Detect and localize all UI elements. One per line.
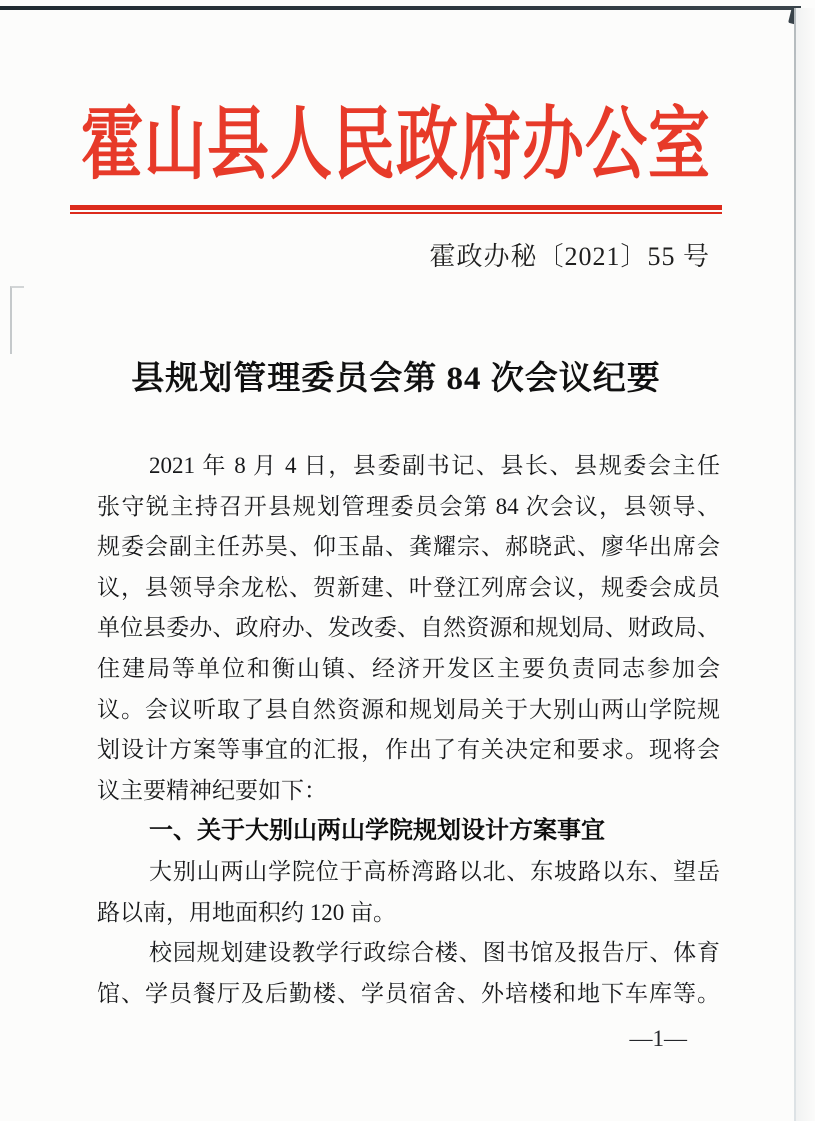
body-line: 张守锐主持召开县规划管理委员会第 84 次会议，县领导、 (97, 493, 720, 519)
scan-left-artifact (10, 286, 24, 354)
body-line: 议。会议听取了县自然资源和规划局关于大别山两山学院规 (97, 696, 720, 722)
body-line: 单位县委办、政府办、发改委、自然资源和规划局、财政局、 (97, 615, 720, 641)
document-title: 县规划管理委员会第 84 次会议纪要 (131, 361, 661, 397)
body-line: 议主要精神纪要如下： (97, 777, 327, 803)
body-line: 议，县领导余龙松、贺新建、叶登江列席会议，规委会成员 (97, 574, 720, 600)
scan-right-edge (794, 8, 796, 1121)
office-name-header (70, 102, 722, 190)
body-line: 校园规划建设教学行政综合楼、图书馆及报告厅、体育 (149, 940, 720, 966)
body-line: 大别山两山学院位于高桥湾路以北、东坡路以东、望岳 (149, 858, 720, 884)
doc-number: 霍政办秘〔2021〕55 号 (429, 242, 710, 271)
section-heading: 一、关于大别山两山学院规划设计方案事宜 (149, 817, 605, 845)
body-line: 馆、学员餐厅及后勤楼、学员宿舍、外培楼和地下车库等。 (97, 980, 720, 1006)
body-line: 住建局等单位和衡山镇、经济开发区主要负责同志参加会 (97, 655, 720, 681)
body-line: 2021 年 8 月 4 日，县委副书记、县长、县规委会主任 (149, 453, 720, 478)
scan-right-shade (796, 8, 815, 1121)
body-line: 路以南，用地面积约 120 亩。 (97, 899, 396, 925)
red-separator-rule (70, 205, 722, 214)
scan-top-edge (0, 6, 801, 10)
page-number-footer: —1— (629, 1026, 687, 1051)
body-line: 规委会副主任苏昊、仰玉晶、龚耀宗、郝晓武、廖华出席会 (97, 534, 720, 560)
document-body (97, 446, 720, 1014)
body-line: 划设计方案等事宜的汇报，作出了有关决定和要求。现将会 (97, 737, 720, 763)
office-name-text: 霍山县人民政府办公室 (80, 102, 711, 190)
